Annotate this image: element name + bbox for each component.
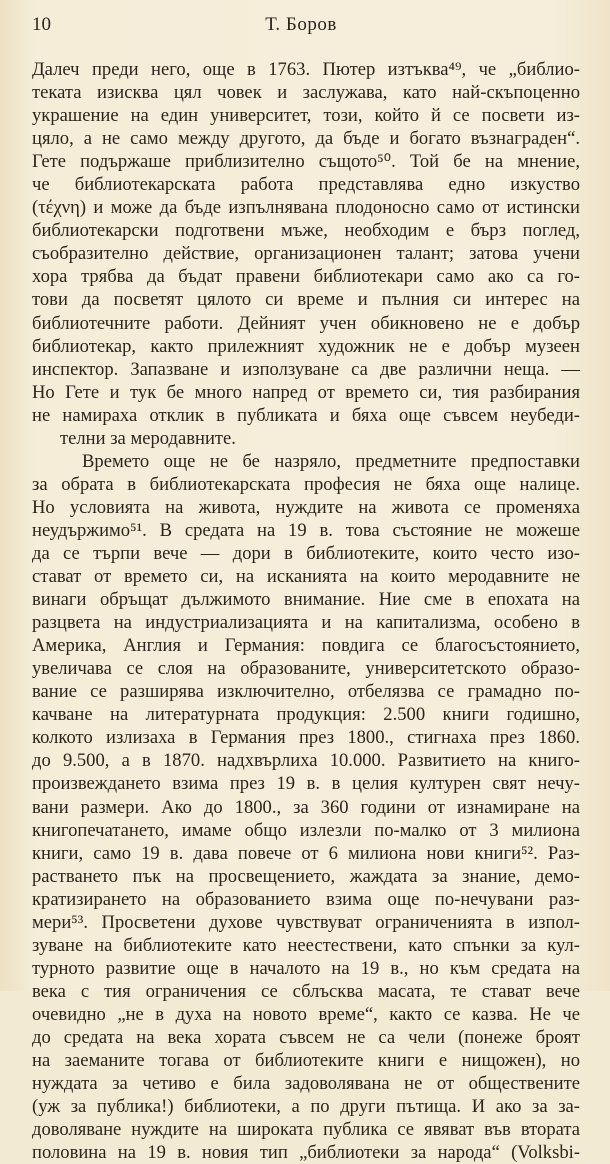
text-line: библиотечните работи. Дейният учен обикновено не е добър (32, 312, 580, 334)
text-line: нуждата за четиво е била задоволявана не от обществените (32, 1073, 580, 1095)
text-line: хора трябва да бъдат правени библиотекари само ако са го- (32, 266, 580, 288)
text-line: колкото излизаха в Германия през 1800., стигнаха през 1860. (32, 727, 580, 749)
text-line: половина на 19 в. новия тип „библиотеки за народа“ (Volksbi- (32, 1142, 580, 1164)
text-line: книги, само 19 в. дава повече от 6 милиона нови книги⁵². Раз- (32, 842, 580, 864)
text-line: теката изисква цял човек и заслужава, като най-скъпоценно (32, 82, 580, 104)
text-line: доволяване нуждите на широката публика се явяват във втората (32, 1119, 580, 1141)
text-line: книгопечатането, имаме общо излезли по-малко от 3 милиона (32, 819, 580, 841)
text-line: Гете подържаше приблизително същото⁵⁰. Той бе на мнение, (32, 151, 580, 173)
text-line: украшение на един университет, този, който й се посвети из- (32, 105, 580, 127)
text-line: телни за меродавните. (60, 427, 236, 449)
text-line: инспектор. Запазване и използуване са две различни неща. — (32, 358, 580, 380)
text-line: за обрата в библиотекарската професия не бяха още налице. (32, 473, 580, 495)
text-line: Далеч преди него, още в 1763. Пютер изтъква⁴⁹, че „библио- (32, 59, 580, 80)
page-number: 10 (32, 14, 51, 35)
text-line: стават от времето си, на исканията на които меродавните не (32, 566, 580, 588)
text-line: Америка, Англия и Германия: повдига се благосъстоянието, (32, 635, 580, 657)
text-line: че библиотекарската работа представлява едно изкуство (32, 174, 580, 196)
body-text (32, 58, 580, 1164)
text-line: разцвета на индустриализацията и на капитализма, особено в (32, 612, 580, 634)
text-line: (уж за публика!) библиотеки, а по други пътища. И ако за за- (32, 1096, 580, 1118)
text-line: до средата на века хората съвсем не са чели (понеже броят (32, 1026, 580, 1048)
text-line: съобразително действие, организационен талант; затова учени (32, 243, 580, 265)
text-line: мери⁵³. Просветени духове чувствуват ограниченията в изпол- (32, 911, 580, 933)
text-line: вани размери. Ако до 1800., за 360 години от изнамиране на (32, 796, 580, 818)
text-line: на заеманите тогава от библиотеките книги е нищожен), но (32, 1050, 580, 1072)
text-line: (τέχνη) и може да бъде изпълнявана плодоносно само от истински (32, 197, 580, 219)
text-line: библиотекар, както прилежният художник не е добър музеен (32, 335, 580, 357)
text-line: Но условията на живота, нуждите на живота се променяха (32, 496, 580, 518)
running-title: Т. Боров (265, 14, 337, 35)
text-line: произвеждането взима през 19 в. в целия културен свят нечу- (32, 773, 580, 795)
text-line: тови да посветят цялото си време и пълния си интерес на (32, 289, 580, 311)
text-line: вание се разширява изключително, отбелязва се грамадно по- (32, 681, 580, 703)
text-line: турното развитие още в началото на 19 в., но към средата на (32, 957, 580, 979)
text-line: качване на литературната продукция: 2.500 книги годишно, (32, 704, 580, 726)
text-line: цяло, а не само между другото, да бъде и богато възнаграден“. (32, 128, 580, 150)
text-line: Но Гете и тук бе много напред от времето си, тия разбирания (32, 381, 580, 403)
text-line: кратизирането на образованието взима още по-нечувани раз- (32, 888, 580, 910)
text-line: Времето още не бе назряло, предметните предпоставки (82, 450, 580, 472)
text-line: до 9.500, а в 1870. надхвърлиха 10.000. Развитието на книго- (32, 750, 580, 772)
text-line: библиотекарски подготвени мъже, необходим е бърз поглед, (32, 220, 580, 242)
text-line: не намираха отклик в публиката и бяха още съвсем неубеди- (32, 404, 580, 426)
text-line: неудържимо⁵¹. В средата на 19 в. това състояние не можеше (32, 519, 580, 541)
text-line: винаги обръщат дължимото внимание. Ние сме в епохата на (32, 589, 580, 611)
text-line: да се търпи вече — дори в библиотеките, които често изо- (32, 542, 580, 564)
text-line: очевидно „не в духа на новото време“, както се казва. Не че (32, 1003, 580, 1025)
text-line: растването пък на просвещението, жаждата за знание, демо- (32, 865, 580, 887)
text-line: зуване на библиотеките като неестествени, като спънки за кул- (32, 934, 580, 956)
page-header (32, 14, 570, 40)
text-line: увеличава се слоя на образованите, университетското образо- (32, 658, 580, 680)
text-line: века с тия ограничения се сблъсква масата, те стават вече (32, 980, 580, 1002)
